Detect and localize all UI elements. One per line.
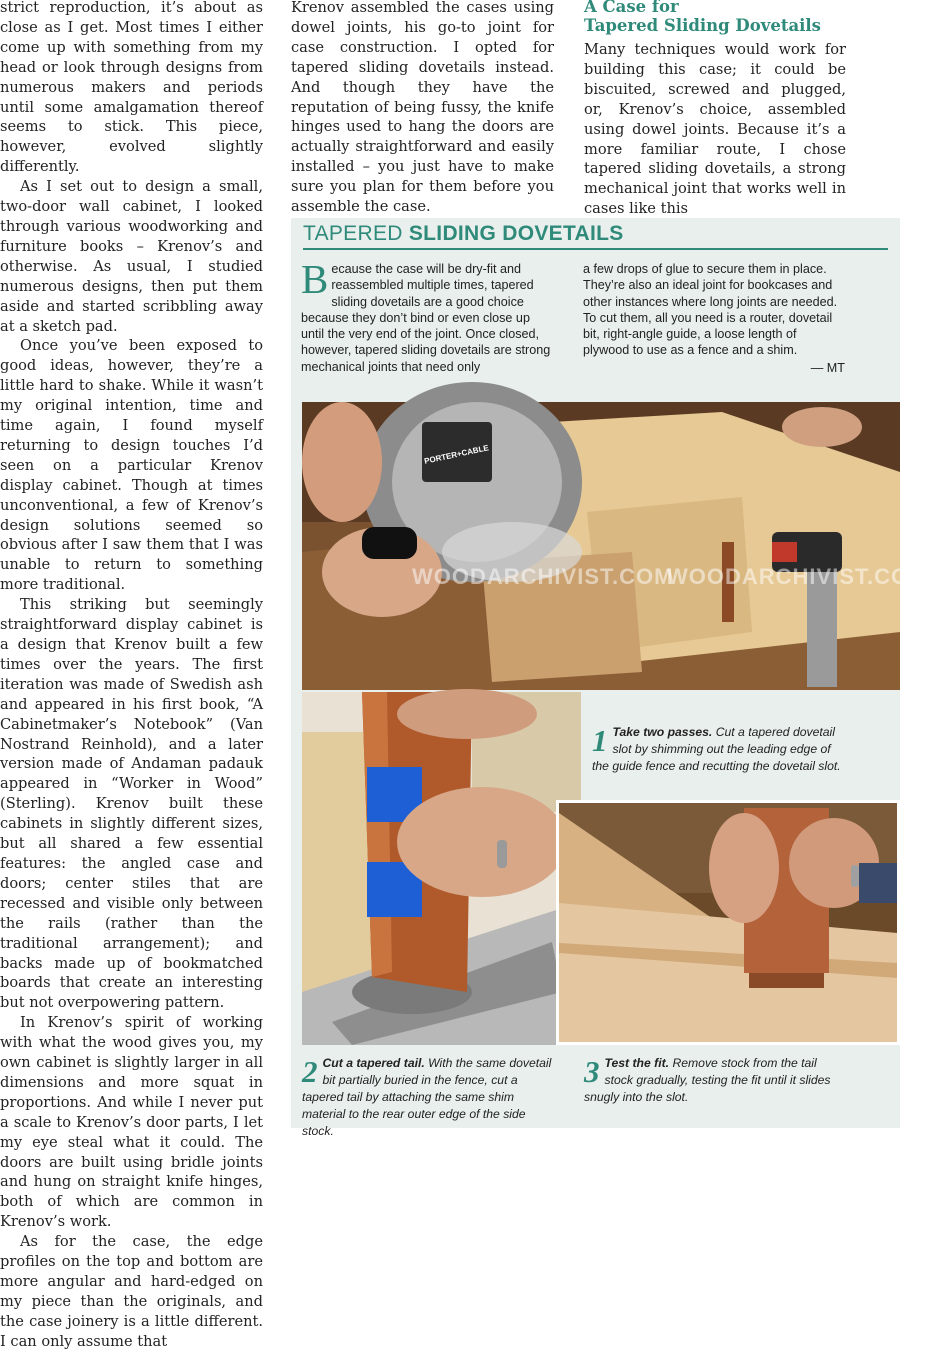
body-paragraph: Once you’ve been exposed to good ideas, however, they’re a little hard to shake. While it wasn’t my original intention, time and time again, I found myself returning to design touches I’d seen on a particular Krenov display cabinet. Though at times unconventional, a few of Krenov’s design solutions seemed so obvious after I saw them that I was unable to return to something more traditional.	[0, 337, 263, 594]
author-byline: — MT	[810, 360, 845, 375]
caption-text: Cut a tapered dovetail slot by shimming out the leading edge of the guide fence and recutting the dovetail slot.	[592, 725, 841, 773]
caption-3	[584, 1055, 839, 1106]
router-slot-photo	[302, 402, 928, 690]
sidebar-paragraph: Many techniques would work for building this case; it could be biscuited, screwed and plugged, or, Krenov’s choice, assembled using dowel joints. Because it’s a more familiar route, I chose tapered sliding dovetails, a strong mechanical joint that works well in cases like this	[584, 41, 846, 218]
body-paragraph: As I set out to design a small, two-door wall cabinet, I looked through various woodworking and furniture books – Krenov’s and otherwise. As usual, I studied numerous designs, then put them aside and started scribbling away at a sketch pad.	[0, 178, 263, 335]
article-column-1	[0, 0, 263, 1352]
panel-title	[303, 222, 624, 246]
panel-text-right	[583, 261, 845, 376]
router-table-photo	[302, 692, 581, 1045]
caption-2	[302, 1055, 552, 1140]
sidebar-heading-line-1: A Case for	[584, 0, 679, 16]
article-column-2	[291, 0, 554, 217]
panel-intro: ecause the case will be dry-fit and reassembled multiple times, tapered sliding dovetails are a good choice because they don’t bind or even close up until the very end of the joint. Once closed, however, tapered sliding dovetails are strong mechanical joints that need only	[301, 262, 551, 374]
body-paragraph: strict reproduction, it’s about as close as I get. Most times I either come up with something from my head or look through designs from numerous makers and periods until some amalgamation thereof seems to stick. This piece, however, evolved slightly differently.	[0, 0, 263, 176]
panel-title-bold: SLIDING DOVETAILS	[408, 222, 624, 245]
sidebar-heading	[584, 0, 846, 35]
caption-text: With the same dovetail bit partially buried in the fence, cut a tapered tail by attaching the same shim material to the rear outer edge of the side stock.	[302, 1056, 552, 1138]
sidebar-column	[584, 40, 846, 219]
sidebar-heading-line-2: Tapered Sliding Dovetails	[584, 16, 821, 35]
caption-title: Test the fit.	[604, 1056, 670, 1070]
body-paragraph: In Krenov’s spirit of working with what the wood gives you, my own cabinet is slightly larger in all dimensions and more squat in proportions. And while I never put a scale to Krenov’s door parts, I let my eye steal what it could. The doors are built using bridle joints and hung on straight knife hinges, both of which are common in Krenov’s work.	[0, 1014, 263, 1231]
caption-title: Take two passes.	[612, 725, 713, 739]
watermark-text: WOODARCHIVIST.COM	[667, 564, 928, 589]
caption-number: 3	[584, 1054, 600, 1089]
caption-number: 2	[302, 1054, 318, 1089]
panel-title-light: TAPERED	[303, 222, 409, 245]
caption-title: Cut a tapered tail.	[322, 1056, 425, 1070]
body-paragraph: Krenov assembled the cases using dowel joints, his go-to joint for case construction. I opted for tapered sliding dovetails instead. And though they have the reputation of being fussy, the knife hinges used to hang the doors are actually straightforward and easily installed – you just have to make sure you plan for them before you assemble the case.	[291, 0, 554, 216]
test-fit-photo	[556, 800, 900, 1045]
router-brand-label: PORTER+CABLE	[423, 443, 490, 466]
panel-title-rule	[303, 248, 888, 250]
caption-text: Remove stock from the tail stock gradually, testing the fit until it slides snugly into the slot.	[584, 1056, 831, 1104]
body-paragraph: As for the case, the edge profiles on the top and bottom are more angular and hard-edged on my piece than the originals, and the case joinery is a little different. I can only assume that	[0, 1233, 263, 1350]
watermark-text: WOODARCHIVIST.COM	[412, 564, 674, 589]
drop-cap: B	[301, 256, 329, 302]
caption-number: 1	[592, 723, 608, 758]
panel-text-left	[301, 256, 556, 375]
body-paragraph: This striking but seemingly straightforward display cabinet is a design that Krenov built a few times over the years. The first iteration was made of Swedish ash and appeared in his first book, “A Cabinetmaker’s Notebook” (Van Nostrand Reinhold), and a later version made of Andaman padauk appeared in “Worker in Wood” (Sterling). Krenov built these cabinets in slightly different sizes, but all shared a few essential features: the angled case and doors; center stiles that are recessed and visible only between the rails (rather than the traditional arrangement); and backs made up of bookmatched boards that create an interesting but not overpowering pattern.	[0, 596, 263, 1012]
caption-1	[592, 724, 848, 775]
panel-continuation: a few drops of glue to secure them in place. They’re also an ideal joint for bookcases and other instances where long joints are needed. To cut them, all you need is a router, dovetail bit, right-angle guide, a loose length of plywood to use as a fence and a shim.	[583, 262, 838, 358]
